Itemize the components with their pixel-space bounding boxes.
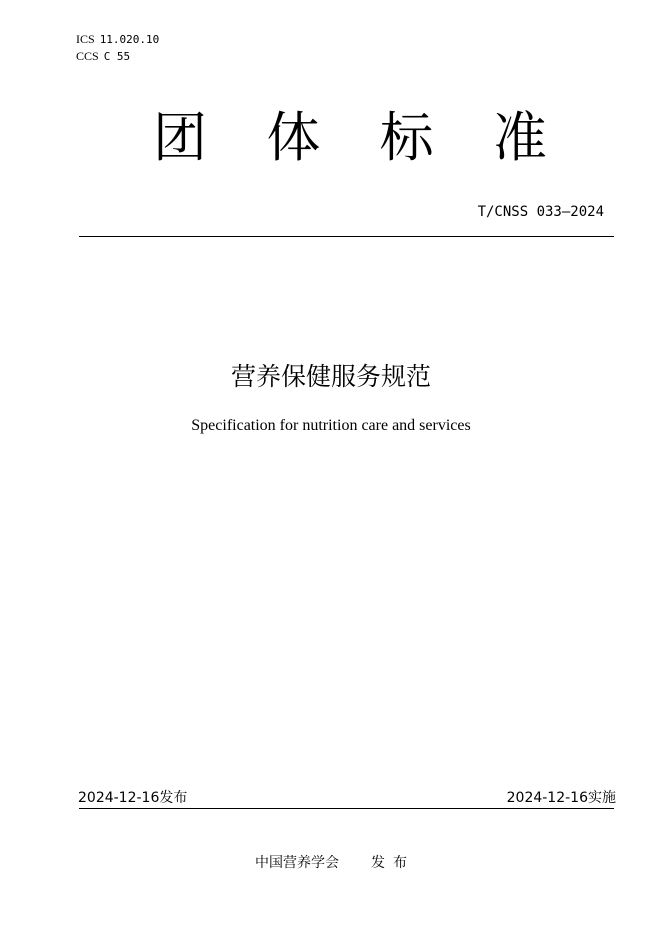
publish-date <box>78 789 187 807</box>
top-divider <box>79 236 614 237</box>
ccs-value: C 55 <box>103 50 131 63</box>
issuer-name: 中国营养学会 <box>255 855 339 871</box>
standard-type-char: 标 <box>379 106 434 169</box>
document-title-cn: 营养保健服务规范 <box>230 362 431 391</box>
standard-number: T/CNSS 033—2024 <box>477 204 604 220</box>
implement-date <box>507 789 616 807</box>
publish-label: 发布 <box>159 790 188 806</box>
implement-date-value: 2024-12-16 <box>506 790 588 806</box>
publish-date-value: 2024-12-16 <box>78 790 160 806</box>
issuer-verb: 发布 <box>371 855 415 871</box>
standard-type-char: 准 <box>492 106 547 169</box>
standard-type-heading <box>150 103 550 173</box>
ccs-label: CCS <box>76 49 99 63</box>
standard-type-char: 体 <box>266 106 321 169</box>
ics-code <box>76 32 159 47</box>
standard-type-char: 团 <box>153 106 207 169</box>
ccs-code <box>76 49 130 64</box>
ics-value: 11.020.10 <box>99 33 160 46</box>
issuer <box>255 854 415 872</box>
implement-label: 实施 <box>588 790 616 806</box>
bottom-divider <box>79 808 614 809</box>
ics-label: ICS <box>76 32 95 46</box>
document-title-en: Specification for nutrition care and services <box>191 417 471 434</box>
